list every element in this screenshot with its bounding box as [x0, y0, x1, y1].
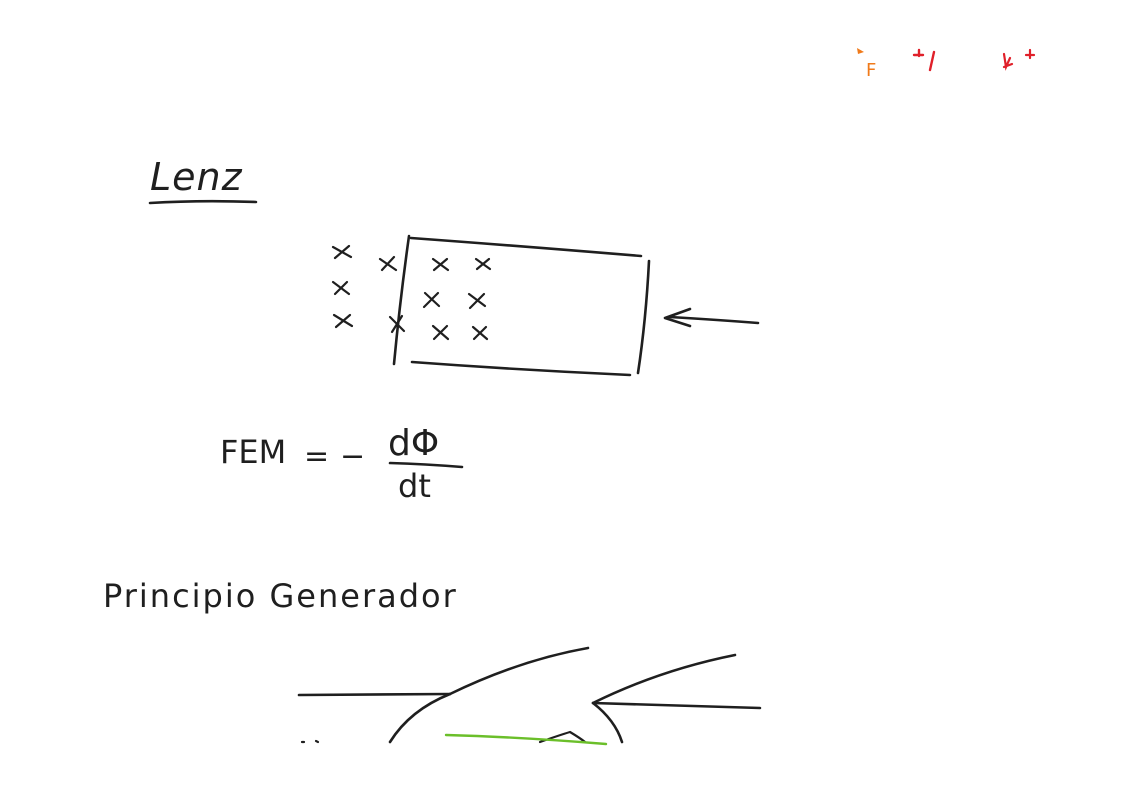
magnet-left-curve: [390, 694, 450, 742]
field-x-marks: [333, 246, 490, 339]
lenz-diagram: [333, 236, 758, 375]
section-principio-generador: Principio Generador: [103, 577, 458, 615]
formula-denominator: dt: [398, 467, 431, 505]
loop-left-side: [394, 236, 409, 364]
title-lenz-text: Lenz: [150, 155, 243, 199]
magnet-right-line: [593, 703, 760, 708]
title-lenz: [150, 155, 256, 203]
sketch-marks: [302, 741, 318, 742]
loop-bottom-side: [412, 362, 630, 375]
generator-sketch: [299, 648, 760, 744]
minus-sign: −: [340, 439, 366, 474]
equals-sign: =: [304, 439, 330, 474]
pen-orange-icon[interactable]: [857, 48, 876, 81]
pen-orange-label: F: [866, 60, 877, 81]
title-underline: [150, 201, 256, 203]
magnet-left-line: [299, 694, 450, 695]
fem-label: FEM: [220, 433, 287, 471]
pen-toolbar: [857, 48, 1034, 81]
loop-top-side: [411, 238, 641, 256]
formula-numerator: dΦ: [388, 423, 440, 464]
eraser-red-icon[interactable]: [1004, 50, 1034, 67]
motion-arrow-shaft: [670, 317, 758, 323]
fem-formula: [220, 423, 462, 505]
pen-red-icon[interactable]: [914, 50, 934, 70]
magnet-right-top: [593, 655, 735, 703]
magnet-right-curve: [593, 703, 622, 742]
magnet-left-top: [450, 648, 588, 694]
loop-right-side: [638, 261, 649, 373]
